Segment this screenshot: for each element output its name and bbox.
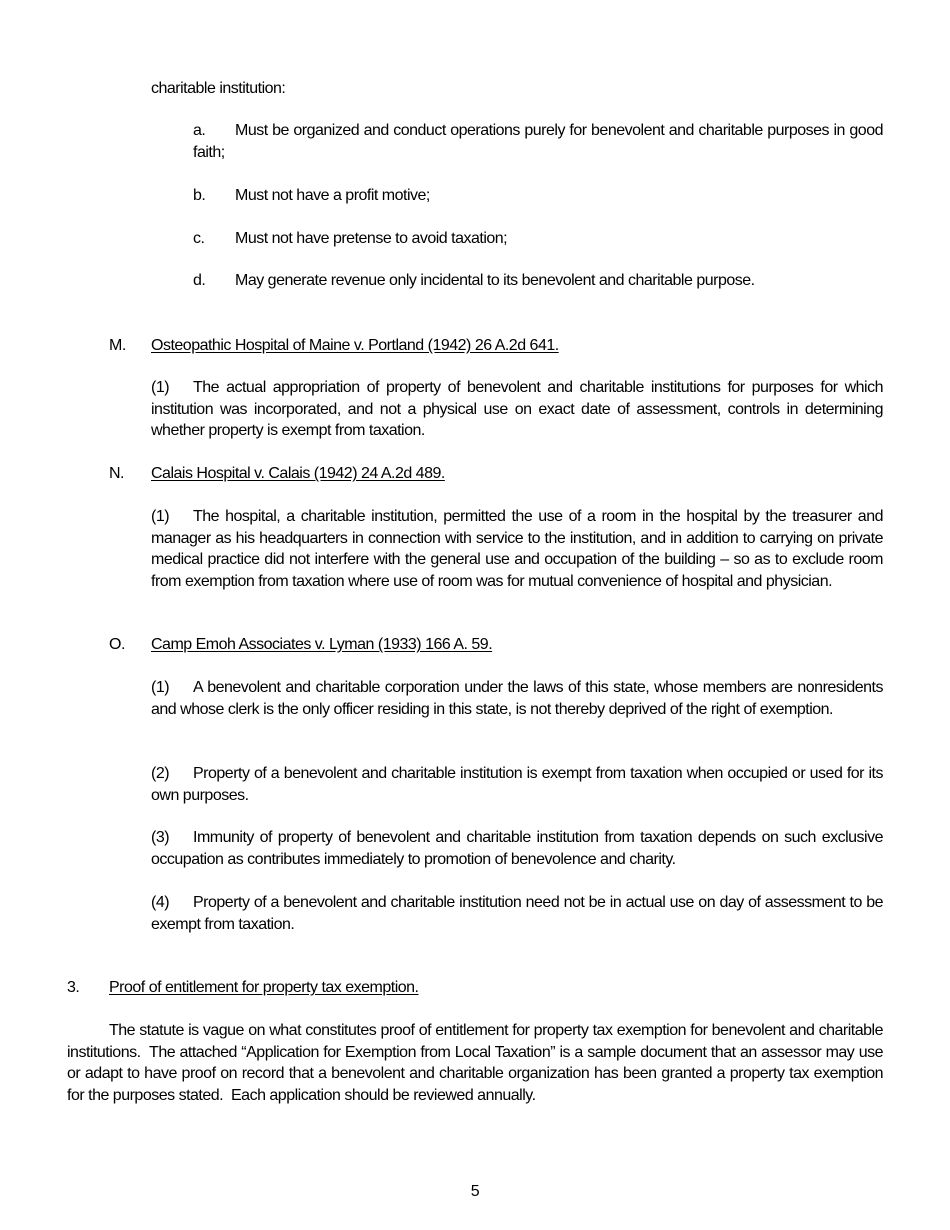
case-m-holding-1-text: The actual appropriation of property of benevolent and charitable institutions for purposes for which institution was incorporated, and not a physical use on exact date of assessment, controls in determining whether property is exempt from taxation.: [151, 379, 883, 439]
case-o-holding-3-text: Immunity of property of benevolent and charitable institution from taxation depends on such exclusive occupation as contributes immediately to promotion of benevolence and charity.: [151, 829, 883, 868]
section-3-body: The statute is vague on what constitutes proof of entitlement for property tax exemption for benevolent and charitable institutions. The attached “Application for Exemption from Local Taxation” is a sample document that an assessor may use or adapt to have proof on record that a benevolent and charitable organization has been granted a property tax exemption for the purposes stated. Each application should be reviewed annually.: [67, 1022, 887, 1104]
case-m-holding-1-num: (1): [151, 379, 170, 396]
criterion-a-label: a.: [193, 122, 206, 139]
criterion-d-label: d.: [193, 272, 206, 289]
case-o-holding-1-text: A benevolent and charitable corporation under the laws of this state, whose members are nonresidents and whose clerk is the only officer residing in this state, is not thereby deprived of the right of exemption.: [151, 679, 883, 718]
case-o-holding-3-num: (3): [151, 829, 170, 846]
case-o-holding-2-text: Property of a benevolent and charitable institution is exempt from taxation when occupied or used for its own purposes.: [151, 765, 883, 804]
case-n-letter: N.: [109, 465, 124, 482]
page-number: 5: [470, 1183, 480, 1200]
criterion-c-text: Must not have pretense to avoid taxation;: [235, 230, 508, 247]
case-o-holding-2-num: (2): [151, 765, 170, 782]
intro-fragment: charitable institution:: [151, 80, 286, 97]
case-o-holding-4-num: (4): [151, 894, 170, 911]
criterion-b-label: b.: [193, 187, 206, 204]
case-n-holding-1-text: The hospital, a charitable institution, permitted the use of a room in the hospital by the treasurer and manager as his headquarters in connection with service to the institution, and in addition to carrying on private medical practice did not interfere with the general use and occupation of the building – so as to exclude room from exemption from taxation where use of room was for mutual convenience of hospital and physician.: [151, 508, 883, 590]
section-3-number: 3.: [67, 979, 80, 996]
case-o-holding-4-text: Property of a benevolent and charitable institution need not be in actual use on day of assessment to be exempt from taxation.: [151, 894, 883, 933]
criterion-c-label: c.: [193, 230, 205, 247]
section-3-heading: Proof of entitlement for property tax exemption.: [109, 979, 419, 996]
criterion-a-text: Must be organized and conduct operations purely for benevolent and charitable purposes in good faith;: [193, 122, 883, 161]
case-n-holding-1-num: (1): [151, 508, 170, 525]
case-n-title: Calais Hospital v. Calais (1942) 24 A.2d 489.: [151, 465, 445, 482]
criterion-b-text: Must not have a profit motive;: [235, 187, 430, 204]
criterion-d-text: May generate revenue only incidental to its benevolent and charitable purpose.: [235, 272, 755, 289]
case-o-holding-1-num: (1): [151, 679, 170, 696]
case-m-letter: M.: [109, 337, 126, 354]
case-o-title: Camp Emoh Associates v. Lyman (1933) 166 A. 59.: [151, 636, 493, 653]
case-o-letter: O.: [109, 636, 125, 653]
case-m-title: Osteopathic Hospital of Maine v. Portland (1942) 26 A.2d 641.: [151, 337, 559, 354]
